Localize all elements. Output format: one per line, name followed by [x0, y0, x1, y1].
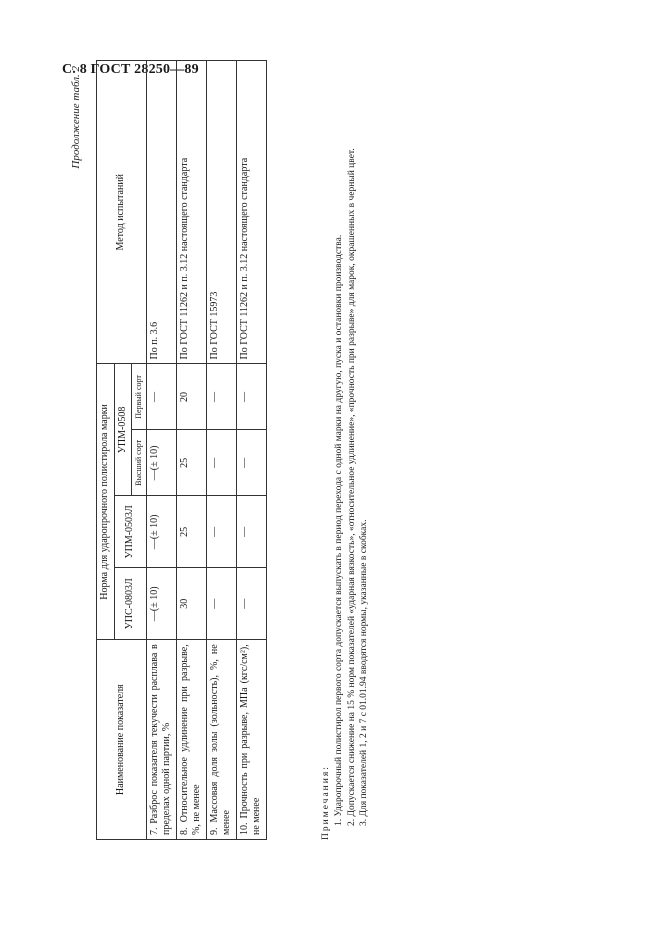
note-item: 3. Для показателей 1, 2 и 7 с 01.01.94 вводятся нормы, указанные в скобках.	[359, 519, 370, 826]
table-caption: Продолжение табл. 2	[70, 66, 82, 169]
row-upm0503: —(± 10)	[146, 496, 176, 568]
row-name: 10. Прочность при разрыве, МПа (кгс/см²), не менее	[236, 640, 266, 840]
row-method: По ГОСТ 11262 и п. 3.12 настоящего стандарта	[236, 61, 266, 364]
row-ups: —	[206, 568, 236, 640]
header-grade-high: Высший сорт	[132, 430, 147, 496]
row-upm0503: —	[206, 496, 236, 568]
header-ups: УПС-0803Л	[114, 568, 146, 640]
row-high: —	[236, 430, 266, 496]
notes-block	[320, 60, 371, 840]
table-row	[146, 61, 176, 840]
row-ups: 30	[176, 568, 206, 640]
header-indicator: Наименование показателя	[97, 640, 147, 840]
table-header-row-1	[97, 61, 115, 840]
table-row	[206, 61, 236, 840]
row-first: —	[206, 364, 236, 430]
row-ups: —(± 10)	[146, 568, 176, 640]
row-name: 7. Разброс показателя текучести расплава в пределах одной партии, %	[146, 640, 176, 840]
row-high: 25	[176, 430, 206, 496]
row-first: —	[146, 364, 176, 430]
header-upm0503: УПМ-0503Л	[114, 496, 146, 568]
row-method: По ГОСТ 11262 и п. 3.12 настоящего стандарта	[176, 61, 206, 364]
rotated-table-block	[70, 60, 396, 840]
header-norm: Норма для ударопрочного полистирола марки	[97, 364, 115, 640]
table-row	[236, 61, 266, 840]
header-grade-first: Первый сорт	[132, 364, 147, 430]
page-header: С. 8 ГОСТ 28250—89	[62, 62, 199, 77]
row-name: 8. Относительное удлинение при разрыве, %, не менее	[176, 640, 206, 840]
row-method: По ГОСТ 15973	[206, 61, 236, 364]
row-high: —	[206, 430, 236, 496]
note-item: 1. Ударопрочный полистирол первого сорта допускается выпускать в период перехода с одной марки на другую, пуска и остановки производства.	[333, 234, 344, 826]
specification-table	[96, 60, 267, 840]
header-upm0508: УПМ-0508	[114, 364, 132, 496]
row-upm0503: 25	[176, 496, 206, 568]
row-upm0503: —	[236, 496, 266, 568]
row-name: 9. Массовая доля золы (зольность), %, не менее	[206, 640, 236, 840]
table-row	[176, 61, 206, 840]
row-first: —	[236, 364, 266, 430]
note-item: 2. Допускается снижение на 15 % норм показателей «ударная вязкость», «относительное удлинение», «прочность при разрыве» для марок, окрашенных в черный цвет.	[346, 148, 357, 826]
row-first: 20	[176, 364, 206, 430]
header-method: Метод испытаний	[97, 61, 147, 364]
row-method: По п. 3.6	[146, 61, 176, 364]
row-ups: —	[236, 568, 266, 640]
notes-title: Примечания:	[321, 765, 331, 840]
row-high: —(± 10)	[146, 430, 176, 496]
